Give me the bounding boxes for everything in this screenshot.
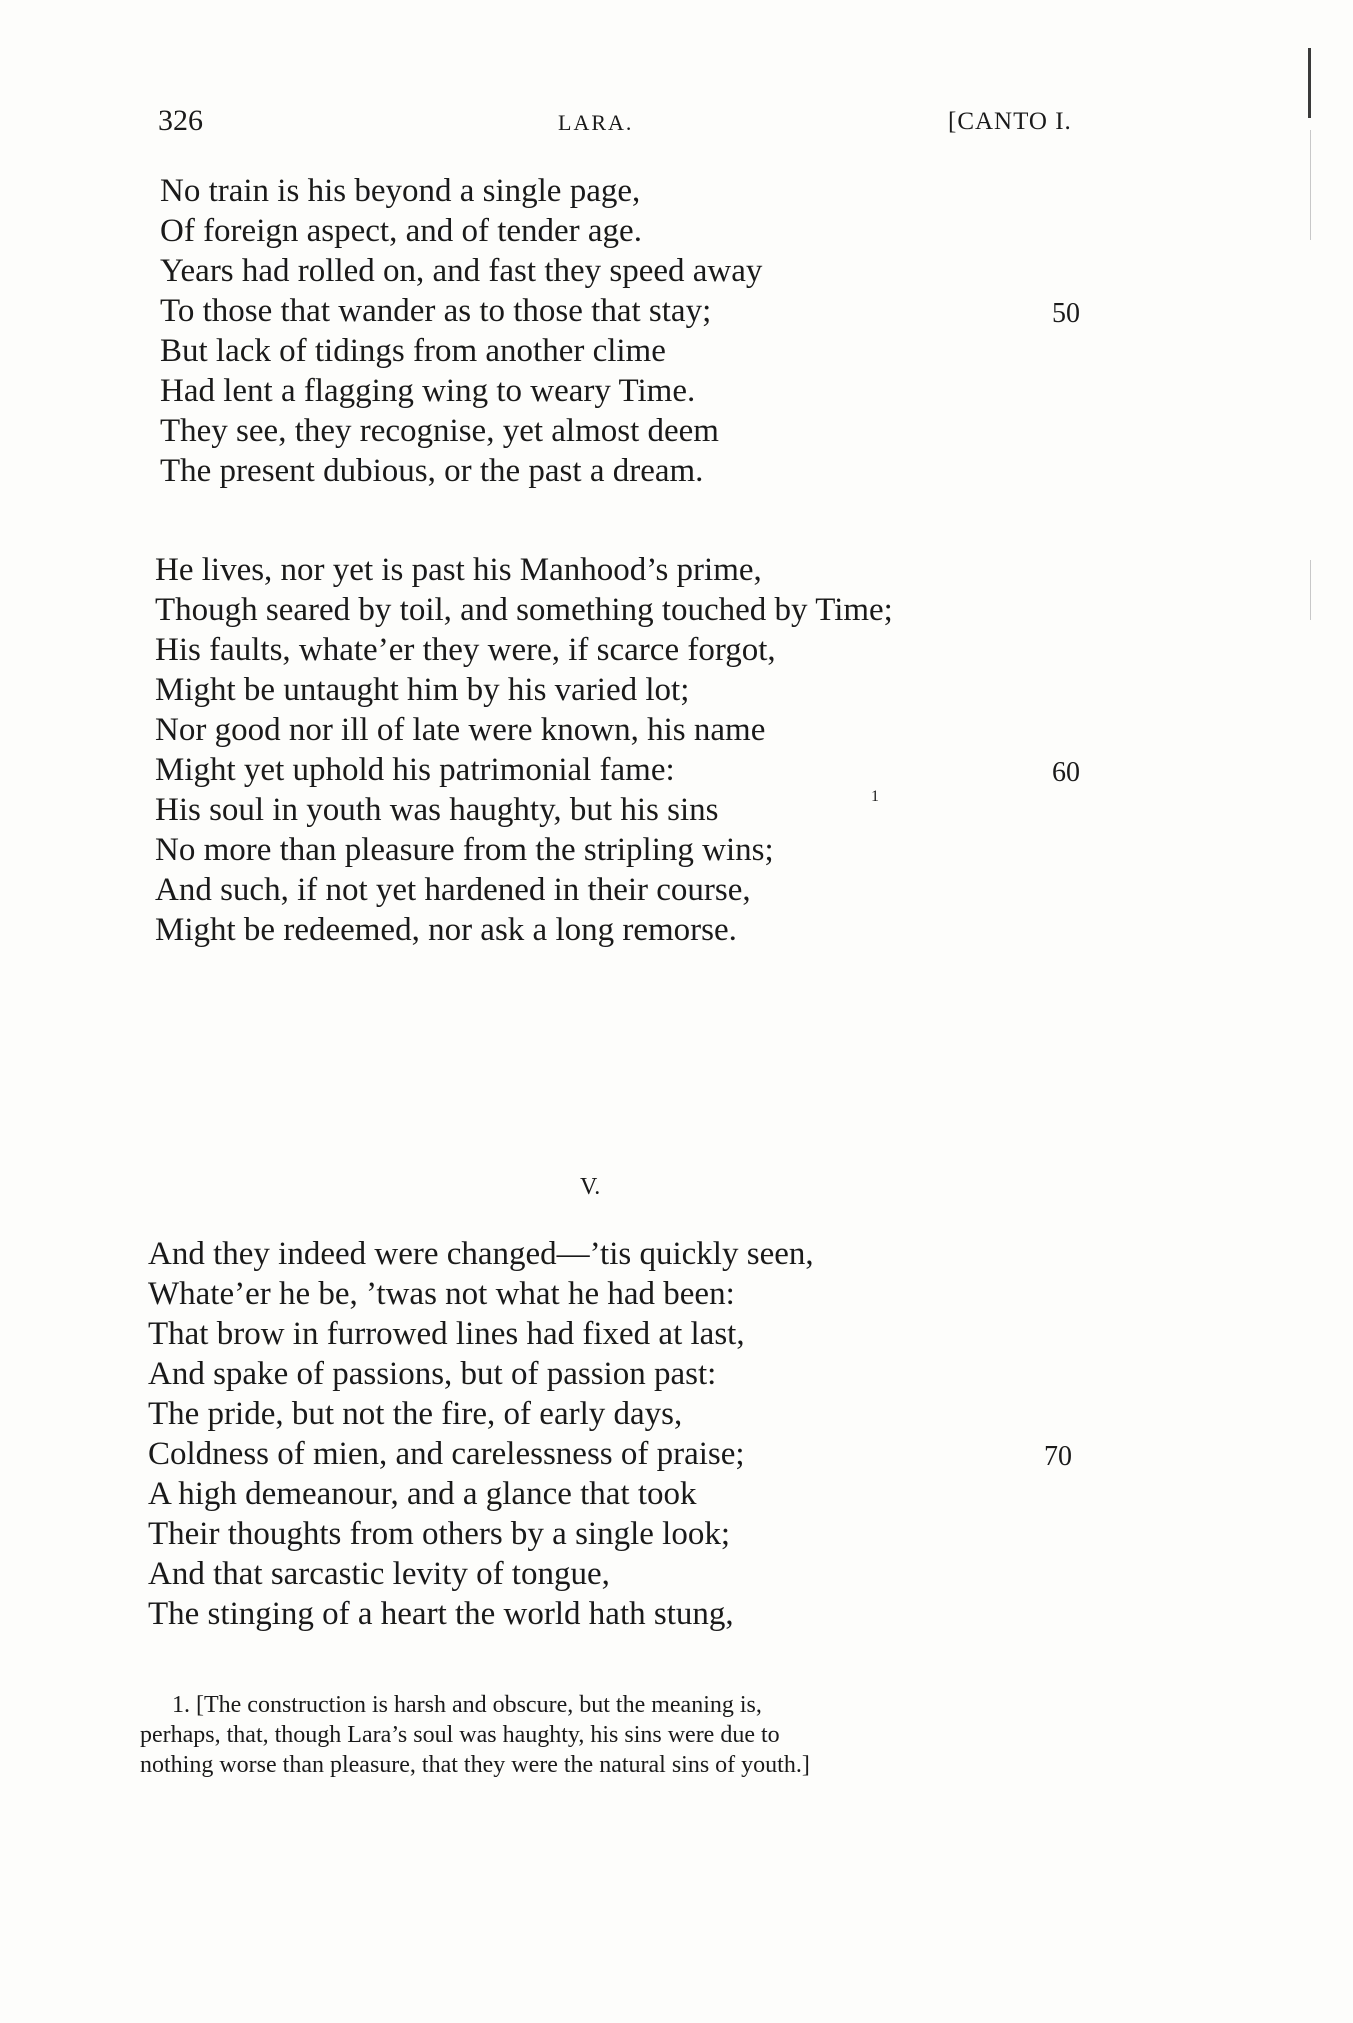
verse-line: Nor good nor ill of late were known, his name bbox=[155, 712, 766, 748]
footnote bbox=[140, 1690, 1090, 1780]
footnote-line: perhaps, that, though Lara’s soul was haughty, his sins were due to bbox=[140, 1722, 780, 1748]
canto-label: [CANTO I. bbox=[948, 108, 1072, 135]
running-header bbox=[0, 104, 1353, 144]
verse-line: And that sarcastic levity of tongue, bbox=[148, 1556, 610, 1592]
scan-edge-speckle bbox=[1310, 560, 1311, 620]
verse-line: A high demeanour, and a glance that took bbox=[148, 1476, 697, 1512]
verse-line: Whate’er he be, ’twas not what he had been: bbox=[148, 1276, 735, 1312]
running-title: LARA. bbox=[558, 110, 634, 135]
section-number: V. bbox=[580, 1174, 601, 1200]
verse-line: No train is his beyond a single page, bbox=[160, 173, 641, 209]
verse-line: His soul in youth was haughty, but his sins bbox=[155, 792, 719, 828]
verse-line: That brow in furrowed lines had fixed at last, bbox=[148, 1316, 745, 1352]
verse-line: Coldness of mien, and carelessness of praise; bbox=[148, 1436, 745, 1472]
verse-line: And they indeed were changed—’tis quickly seen, bbox=[148, 1236, 814, 1272]
verse-line: His faults, whate’er they were, if scarce forgot, bbox=[155, 632, 776, 668]
verse-line: And spake of passions, but of passion past: bbox=[148, 1356, 717, 1392]
verse-line: Though seared by toil, and something touched by Time; bbox=[155, 592, 893, 628]
verse-line: Of foreign aspect, and of tender age. bbox=[160, 213, 642, 249]
line-number: 70 bbox=[1044, 1441, 1072, 1472]
scan-edge-speckle bbox=[1310, 130, 1311, 240]
verse-line: No more than pleasure from the stripling wins; bbox=[155, 832, 774, 868]
verse-line: The stinging of a heart the world hath stung, bbox=[148, 1596, 734, 1632]
verse-line: Years had rolled on, and fast they speed away bbox=[160, 253, 763, 289]
verse-line: But lack of tidings from another clime bbox=[160, 333, 666, 369]
footnote-marker: 1 bbox=[871, 788, 879, 805]
verse-line: Might be untaught him by his varied lot; bbox=[155, 672, 690, 708]
verse-line: Their thoughts from others by a single look; bbox=[148, 1516, 730, 1552]
line-number: 60 bbox=[1052, 757, 1080, 788]
verse-line: And such, if not yet hardened in their course, bbox=[155, 872, 751, 908]
verse-line: Might be redeemed, nor ask a long remorse. bbox=[155, 912, 737, 948]
verse-line: Might yet uphold his patrimonial fame: bbox=[155, 752, 675, 788]
verse-line: They see, they recognise, yet almost deem bbox=[160, 413, 719, 449]
verse-line: Had lent a flagging wing to weary Time. bbox=[160, 373, 696, 409]
footnote-line: nothing worse than pleasure, that they were the natural sins of youth.] bbox=[140, 1752, 810, 1778]
verse-line: He lives, nor yet is past his Manhood’s prime, bbox=[155, 552, 762, 588]
verse-line: To those that wander as to those that stay; bbox=[160, 293, 712, 329]
page-number: 326 bbox=[158, 104, 203, 137]
verse-line: The present dubious, or the past a dream. bbox=[160, 453, 704, 489]
footnote-line: 1. [The construction is harsh and obscure, but the meaning is, bbox=[172, 1692, 762, 1718]
line-number: 50 bbox=[1052, 298, 1080, 329]
verse-line: The pride, but not the fire, of early days, bbox=[148, 1396, 683, 1432]
